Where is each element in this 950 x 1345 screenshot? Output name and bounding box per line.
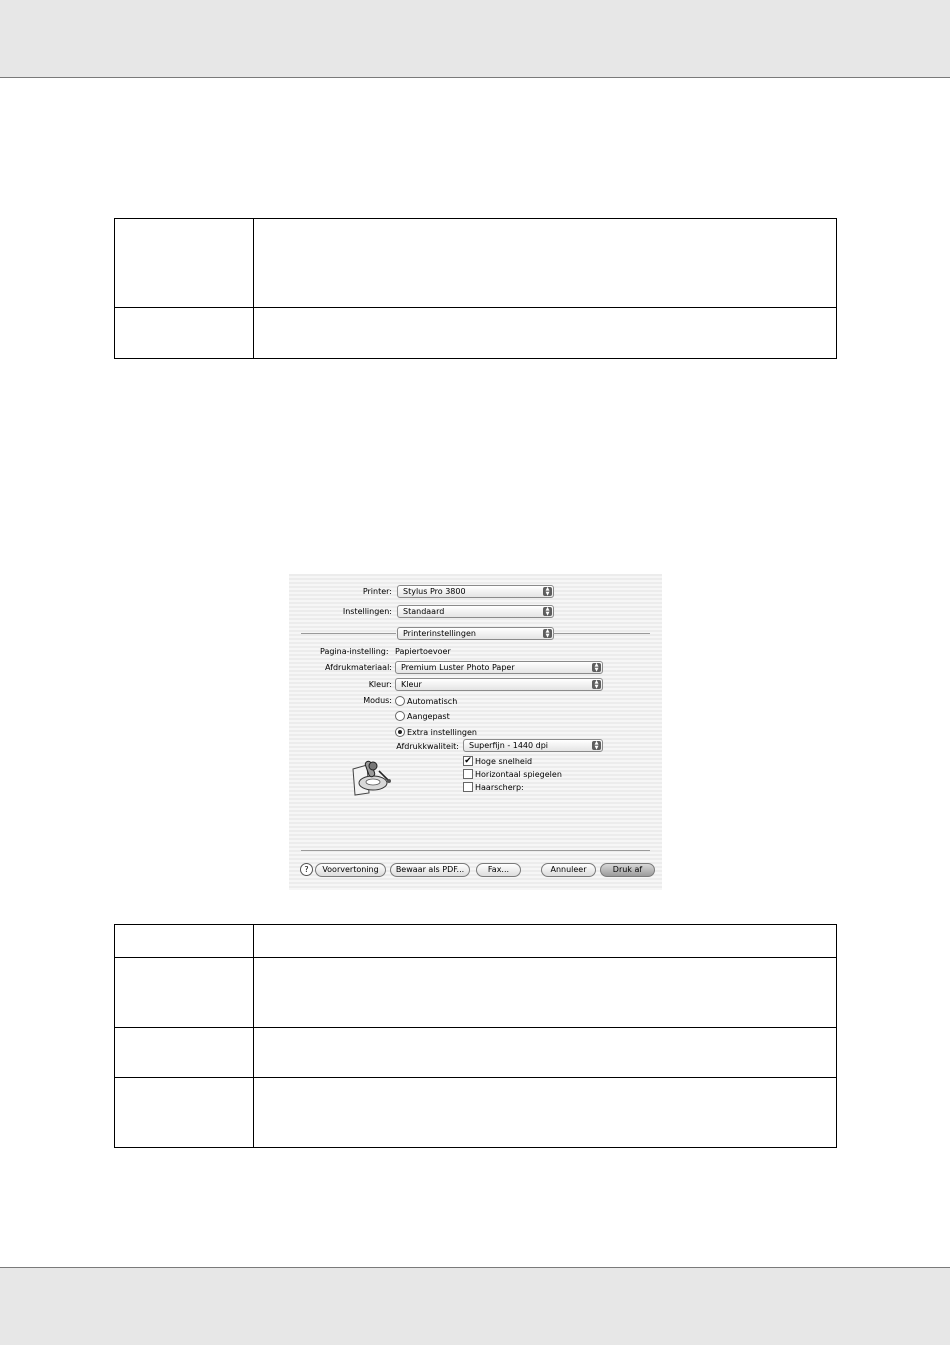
mode-option-label: Automatisch xyxy=(407,697,458,706)
page-setup-value: Papiertoevoer xyxy=(395,647,451,656)
checkbox-finest-detail[interactable] xyxy=(463,782,473,792)
page-footer-band xyxy=(0,1267,950,1345)
table-cell xyxy=(115,1078,254,1148)
separator-left xyxy=(301,633,396,634)
mode-radio-custom[interactable] xyxy=(395,711,405,721)
settings-popup[interactable] xyxy=(397,605,554,618)
quality-popup[interactable] xyxy=(463,739,603,752)
color-value: Kleur xyxy=(401,680,422,689)
printer-popup[interactable] xyxy=(397,585,554,598)
table-row xyxy=(115,219,837,308)
settings-value: Standaard xyxy=(403,607,445,616)
panel-value: Printerinstellingen xyxy=(403,629,476,638)
table-cell xyxy=(254,1028,837,1078)
preview-button[interactable]: Voorvertoning xyxy=(315,863,386,877)
popup-arrows-icon: ▲ ▼ xyxy=(592,663,601,672)
color-popup[interactable] xyxy=(395,678,603,691)
mode-radio-advanced[interactable] xyxy=(395,727,405,737)
table-row xyxy=(115,1028,837,1078)
checkbox-flip-horizontal[interactable] xyxy=(463,769,473,779)
table-cell xyxy=(254,219,837,308)
table-cell xyxy=(254,925,837,958)
popup-arrows-icon: ▲ ▼ xyxy=(543,629,552,638)
settings-table-top xyxy=(114,218,837,359)
media-label: Afdrukmateriaal: xyxy=(324,663,392,672)
quality-value: Superfijn - 1440 dpi xyxy=(469,741,549,750)
table-row xyxy=(115,308,837,359)
table-row xyxy=(115,1078,837,1148)
page-setup-label: Pagina-instelling: xyxy=(320,647,389,656)
table-cell xyxy=(115,1028,254,1078)
printer-settings-icon xyxy=(349,757,395,797)
checkmark-icon: ✔ xyxy=(464,756,472,766)
checkbox-label: Hoge snelheid xyxy=(475,757,533,766)
popup-arrows-icon: ▲ ▼ xyxy=(592,680,601,689)
checkbox-label: Haarscherp: xyxy=(475,783,524,792)
color-label: Kleur: xyxy=(368,680,392,689)
help-icon[interactable]: ? xyxy=(300,863,313,876)
printer-value: Stylus Pro 3800 xyxy=(403,587,466,596)
table-cell xyxy=(254,308,837,359)
table-cell xyxy=(115,958,254,1028)
mode-option-label: Aangepast xyxy=(407,712,450,721)
printer-label: Printer: xyxy=(362,587,392,596)
page-header-band xyxy=(0,0,950,78)
quality-label: Afdrukkwaliteit: xyxy=(396,742,459,751)
save-pdf-button[interactable]: Bewaar als PDF... xyxy=(390,863,470,877)
media-value: Premium Luster Photo Paper xyxy=(401,663,515,672)
bottom-separator xyxy=(301,850,650,851)
table-cell xyxy=(115,219,254,308)
mode-option-label: Extra instellingen xyxy=(407,728,477,737)
popup-arrows-icon: ▲ ▼ xyxy=(543,607,552,616)
cancel-button[interactable]: Annuleer xyxy=(541,863,596,877)
settings-table-bottom xyxy=(114,924,837,1148)
table-cell xyxy=(115,308,254,359)
table-cell xyxy=(254,958,837,1028)
print-dialog-screenshot xyxy=(289,574,662,890)
panel-popup[interactable] xyxy=(397,627,554,640)
table-cell xyxy=(254,1078,837,1148)
checkbox-high-speed[interactable] xyxy=(463,756,473,766)
print-button[interactable]: Druk af xyxy=(600,863,655,877)
table-row xyxy=(115,925,837,958)
mode-radio-automatic[interactable] xyxy=(395,696,405,706)
checkbox-label: Horizontaal spiegelen xyxy=(475,770,562,779)
table-row xyxy=(115,958,837,1028)
table-cell xyxy=(115,925,254,958)
popup-arrows-icon: ▲ ▼ xyxy=(543,587,552,596)
settings-label: Instellingen: xyxy=(342,607,392,616)
separator-right xyxy=(553,633,650,634)
fax-button[interactable]: Fax... xyxy=(476,863,521,877)
popup-arrows-icon: ▲ ▼ xyxy=(592,741,601,750)
media-popup[interactable] xyxy=(395,661,603,674)
mode-label: Modus: xyxy=(363,696,392,705)
